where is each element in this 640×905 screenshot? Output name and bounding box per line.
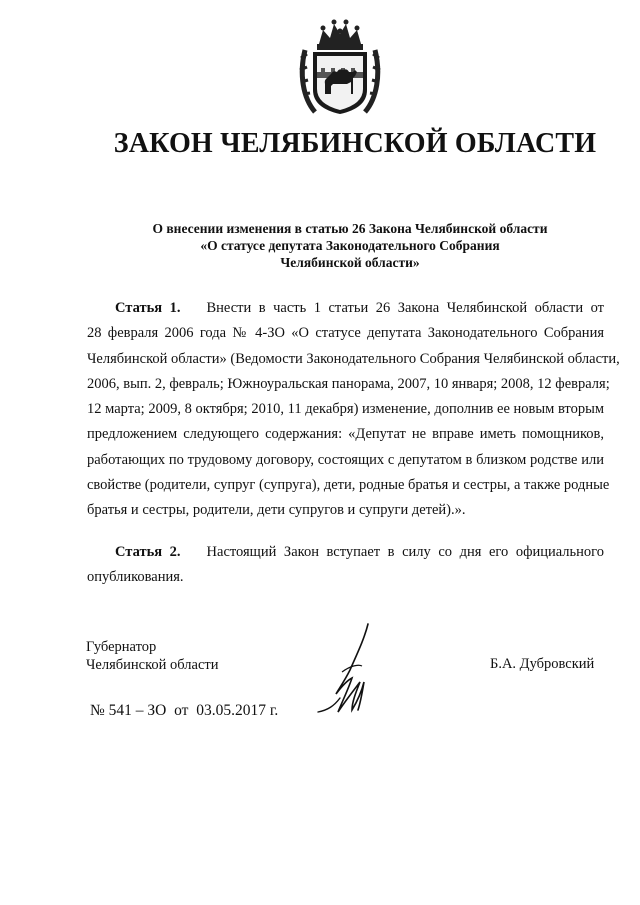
- governor-title-line: Челябинской области: [86, 657, 219, 673]
- subtitle-line: О внесении изменения в статью 26 Закона Челябинской области: [152, 221, 548, 236]
- article-1-text-line: Челябинской области» (Ведомости Законодательного Собрания Челябинской области,: [87, 350, 620, 367]
- law-subtitle: [80, 220, 620, 271]
- subtitle-line: Челябинской области»: [280, 255, 420, 270]
- article-1-text-line: 28 февраля 2006 года № 4-ЗО «О статусе депутата Законодательного Собрания: [87, 325, 604, 342]
- article-1-text-line: 2006, вып. 2, февраль; Южноуральская панорама, 2007, 10 января; 2008, 12 февраля;: [87, 375, 610, 392]
- article-1-text-line: свойстве (родители, супруг (супруга), дети, родные братья и сестры, а также родные: [87, 477, 610, 494]
- article-2-label: Статья 2.: [115, 544, 181, 560]
- law-number: № 541 – ЗО от 03.05.2017 г.: [90, 702, 279, 719]
- subtitle-line: «О статусе депутата Законодательного Собрания: [200, 238, 500, 253]
- law-title: ЗАКОН ЧЕЛЯБИНСКОЙ ОБЛАСТИ: [113, 128, 597, 159]
- article-2: [87, 540, 604, 591]
- article-1-label: Статья 1.: [115, 300, 181, 316]
- article-2-text-line: Настоящий Закон вступает в силу со дня его официального: [206, 544, 605, 560]
- article-1: [87, 296, 620, 524]
- article-1-text-line: братья и сестры, родители, дети супругов и супруги детей).».: [87, 502, 466, 519]
- article-1-text-line: 12 марта; 2009, 8 октября; 2010, 11 декабря) изменение, дополнив ее новым вторым: [87, 401, 604, 418]
- coat-of-arms-icon: [297, 14, 383, 118]
- article-2-text-line: опубликования.: [87, 569, 184, 586]
- signature-icon: [312, 620, 380, 720]
- article-1-text-line: предложением следующего содержания: «Депутат не вправе иметь помощников,: [87, 426, 604, 443]
- governor-title-line: Губернатор: [86, 639, 157, 655]
- governor-title: [86, 638, 219, 674]
- governor-name: Б.А. Дубровский: [490, 656, 595, 672]
- article-1-text-line: Внести в часть 1 статьи 26 Закона Челябинской области от: [206, 300, 604, 316]
- article-1-text-line: работающих по трудовому договору, состоящих с депутатом в близком родстве или: [87, 451, 604, 468]
